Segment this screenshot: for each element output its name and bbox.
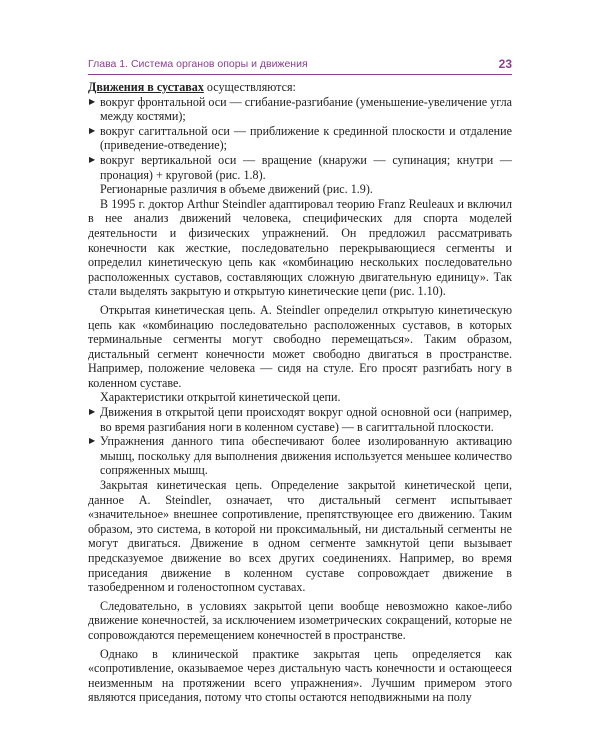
paragraph: Следовательно, в условиях закрытой цепи вообще невозможно какое-либо движение конечностей, за исключением изометрических сокращений, которые не сопровождаются перемещением конечностей в пространстве. [88,598,512,642]
open-chain-list [88,405,512,478]
intro-rest: осуществляются: [203,80,296,94]
chapter-title: Глава 1. Система органов опоры и движения [88,58,308,70]
paragraph: Регионарные различия в объеме движений (рис. 1.9). [100,182,373,197]
bullet-arrow-icon: ▶ [89,96,96,106]
list-item [88,95,512,124]
list-item-text: вокруг сагиттальной оси — приближение к срединной плоскости и отдаление (приведение-отведение); [100,123,512,153]
list-item [88,124,512,153]
intro-bold-term: Движения в суставах [88,80,204,94]
paragraph: Характеристики открытой кинетической цепи. [100,390,341,405]
bullet-arrow-icon: ▶ [89,125,96,135]
list-item-text: Движения в открытой цепи происходят вокруг одной основной оси (например, во время разгибания ноги в коленном суставе) — в сагиттальной плоскости. [100,405,512,434]
paragraph: Однако в клинической практике закрытая цепь определяется как «сопротивление, оказываемое через дистальную часть конечности и остающееся неизменным на протяжении всего упражнения». Лучшим примером этого являются приседания, потому что стопы остаются неподвижными на полу [88,646,512,705]
list-item-text: вокруг фронтальной оси — сгибание-разгибание (уменьшение-увеличение угла между костями); [100,94,512,124]
axes-list [88,95,512,183]
page-number: 23 [498,57,512,71]
list-item-text: вокруг вертикальной оси — вращение (кнаружи — супинация; кнутри — пронация) + круговой (рис. 1.8). [100,152,512,182]
running-header [88,58,512,74]
list-item [88,153,512,182]
intro-line [88,80,512,95]
bullet-arrow-icon: ▶ [89,154,96,164]
paragraph: Закрытая кинетическая цепь. Определение закрытой кинетической цепи, данное A. Steindler, означает, что дистальный сегмент испытывает «значительное» внешнее сопротивление, препятствующее его движению. Таким образом, это система, в которой ни проксимальный, ни дистальный сегменты не могут двигаться. Движение в одном сегменте замкнутой цепи вызывает предсказуемое движение во всех других соединениях. Например, во время приседания движение в коленном суставе сопровождает движение в тазобедренном и голеностопном суставах. [88,478,512,595]
bullet-arrow-icon: ▶ [89,407,96,417]
paragraph: Открытая кинетическая цепь. A. Steindler определил открытую кинетическую цепь как «комбинацию последовательно расположенных суставов, в которых терминальные сегменты могут свободно перемещаться». Таким образом, дистальный сегмент конечности может свободно двигаться в пространстве. Например, положение человека — сидя на стуле. Его просят разгибать ногу в коленном суставе. [88,302,512,390]
list-item [88,405,512,434]
list-item-text: Упражнения данного типа обеспечивают более изолированную активацию мышц, поскольку для выполнения движения используется меньшее количество сопряженных мышц. [100,434,512,478]
paragraph: В 1995 г. доктор Arthur Steindler адаптировал теорию Franz Reuleaux и включил в нее анализ движений человека, специфических для спорта моделей деятельности и физических упражнений. Он предложил рассматривать конечности как жесткие, последовательно перекрывающиеся сегменты и определил кинетическую цепь как «комбинацию нескольких последовательно расположенных суставов, составляющих сложную двигательную единицу». Так стали выделять закрытую и открытую кинетические цепи (рис. 1.10). [88,196,512,299]
bullet-arrow-icon: ▶ [89,436,96,446]
list-item [88,434,512,478]
header-rule [88,74,512,75]
page-body [88,80,512,705]
